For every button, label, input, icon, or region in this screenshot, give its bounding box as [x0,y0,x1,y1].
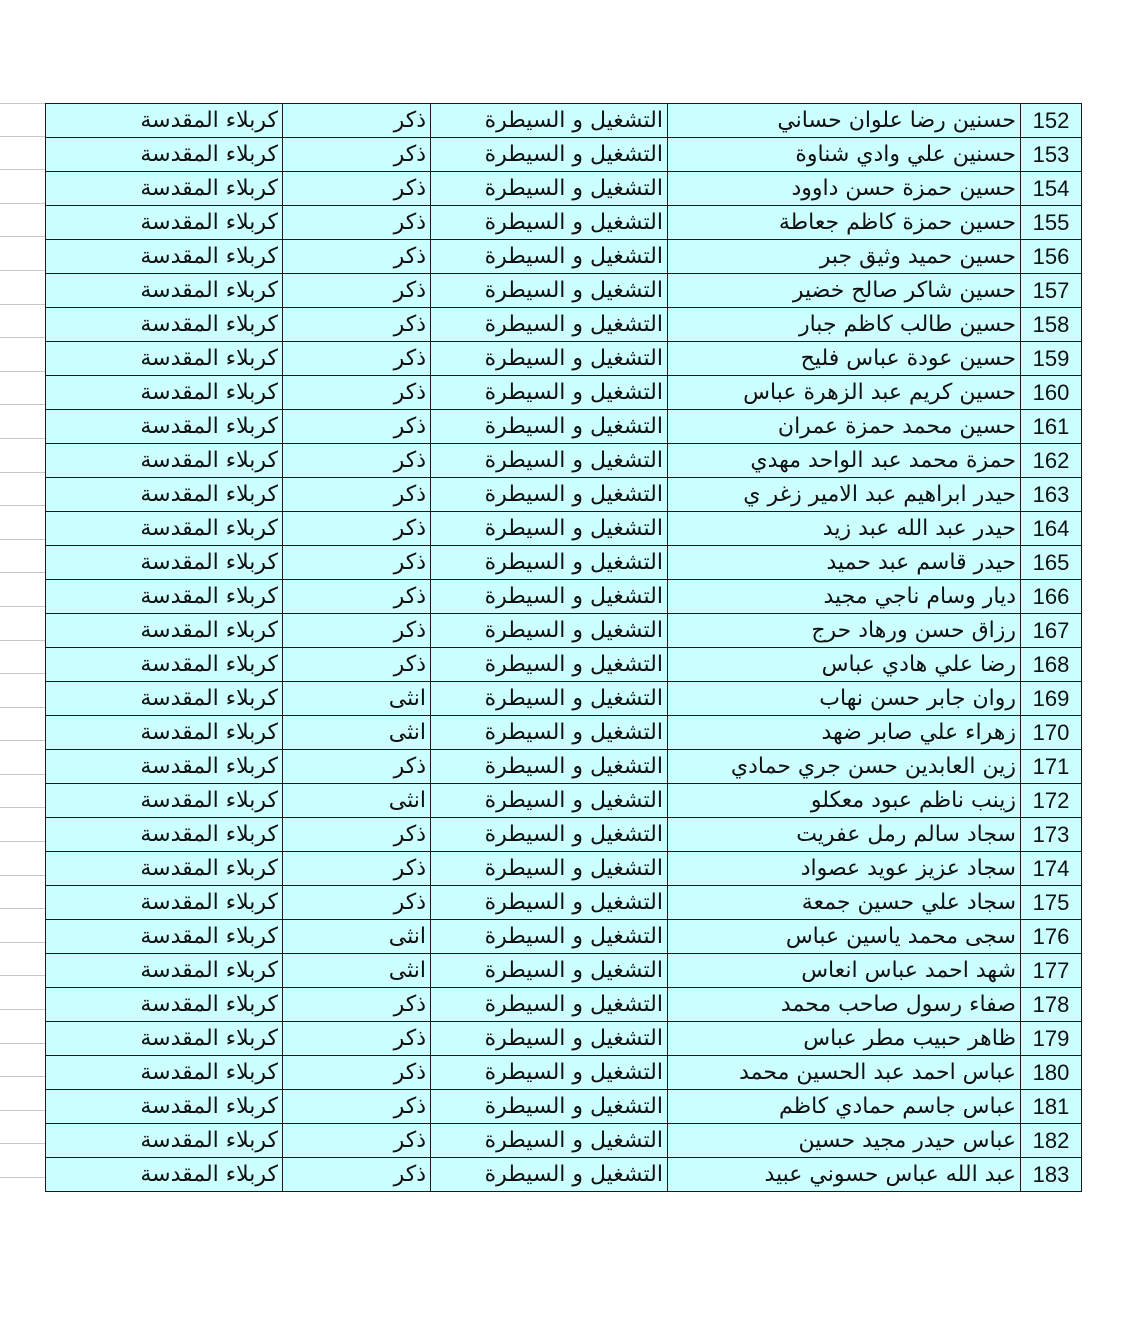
department-cell[interactable]: التشغيل و السيطرة [431,478,668,512]
name-cell[interactable]: سجاد علي حسين جمعة [668,886,1021,920]
gender-cell[interactable]: ذكر [283,750,431,784]
location-cell[interactable]: كربلاء المقدسة [46,444,283,478]
location-cell[interactable]: كربلاء المقدسة [46,172,283,206]
row-number-cell[interactable]: 161 [1021,410,1082,444]
row-number-cell[interactable]: 160 [1021,376,1082,410]
row-number-cell[interactable]: 166 [1021,580,1082,614]
department-cell[interactable]: التشغيل و السيطرة [431,1124,668,1158]
department-cell[interactable]: التشغيل و السيطرة [431,240,668,274]
row-number-cell[interactable]: 172 [1021,784,1082,818]
table-body [46,104,1082,1192]
department-cell[interactable]: التشغيل و السيطرة [431,444,668,478]
gridline [0,976,46,1010]
gender-cell[interactable]: ذكر [283,546,431,580]
gender-cell[interactable]: ذكر [283,342,431,376]
table-row [46,886,1082,920]
gender-cell[interactable]: ذكر [283,614,431,648]
department-cell[interactable]: التشغيل و السيطرة [431,648,668,682]
row-number-cell[interactable]: 162 [1021,444,1082,478]
location-cell[interactable]: كربلاء المقدسة [46,614,283,648]
gridline [0,540,46,574]
table-row [46,1056,1082,1090]
location-cell[interactable]: كربلاء المقدسة [46,512,283,546]
gridline [0,808,46,842]
table-row [46,716,1082,750]
department-cell[interactable]: التشغيل و السيطرة [431,342,668,376]
name-cell[interactable]: سجى محمد ياسين عباس [668,920,1021,954]
table-row [46,410,1082,444]
name-cell[interactable]: حسين طالب كاظم جبار [668,308,1021,342]
name-cell[interactable]: حسنين علي وادي شناوة [668,138,1021,172]
location-cell[interactable]: كربلاء المقدسة [46,206,283,240]
department-cell[interactable]: التشغيل و السيطرة [431,410,668,444]
table-row [46,1022,1082,1056]
name-cell[interactable]: عبد الله عباس حسوني عبيد [668,1158,1021,1192]
gender-cell[interactable]: ذكر [283,240,431,274]
gender-cell[interactable]: ذكر [283,444,431,478]
gridline [0,943,46,977]
table-row [46,104,1082,138]
row-number-cell[interactable]: 178 [1021,988,1082,1022]
table-row [46,546,1082,580]
location-cell[interactable]: كربلاء المقدسة [46,376,283,410]
gridline [0,607,46,641]
department-cell[interactable]: التشغيل و السيطرة [431,512,668,546]
table-row [46,512,1082,546]
department-cell[interactable]: التشغيل و السيطرة [431,852,668,886]
gridline [0,405,46,439]
name-cell[interactable]: حيدر عبد الله عبد زيد [668,512,1021,546]
department-cell[interactable]: التشغيل و السيطرة [431,954,668,988]
row-number-cell[interactable]: 176 [1021,920,1082,954]
gridline [0,372,46,406]
table-row [46,1158,1082,1192]
location-cell[interactable]: كربلاء المقدسة [46,274,283,308]
name-cell[interactable]: حسين شاكر صالح خضير [668,274,1021,308]
department-cell[interactable]: التشغيل و السيطرة [431,886,668,920]
gender-cell[interactable]: انثى [283,784,431,818]
name-cell[interactable]: سجاد سالم رمل عفريت [668,818,1021,852]
name-cell[interactable]: زهراء علي صابر ضهد [668,716,1021,750]
department-cell[interactable]: التشغيل و السيطرة [431,206,668,240]
gender-cell[interactable]: ذكر [283,886,431,920]
gridline [0,641,46,675]
location-cell[interactable]: كربلاء المقدسة [46,954,283,988]
row-number-cell[interactable]: 153 [1021,138,1082,172]
location-cell[interactable]: كربلاء المقدسة [46,682,283,716]
row-number-cell[interactable]: 154 [1021,172,1082,206]
table-row [46,138,1082,172]
gridline [0,170,46,204]
department-cell[interactable]: التشغيل و السيطرة [431,1158,668,1192]
row-number-cell[interactable]: 180 [1021,1056,1082,1090]
gender-cell[interactable]: انثى [283,716,431,750]
department-cell[interactable]: التشغيل و السيطرة [431,138,668,172]
location-cell[interactable]: كربلاء المقدسة [46,1022,283,1056]
table-row [46,852,1082,886]
gender-cell[interactable]: ذكر [283,512,431,546]
location-cell[interactable]: كربلاء المقدسة [46,886,283,920]
name-cell[interactable]: حسنين رضا علوان حساني [668,104,1021,138]
row-number-cell[interactable]: 163 [1021,478,1082,512]
table-row [46,240,1082,274]
department-cell[interactable]: التشغيل و السيطرة [431,308,668,342]
name-cell[interactable]: شهد احمد عباس انعاس [668,954,1021,988]
gender-cell[interactable]: انثى [283,682,431,716]
row-number-cell[interactable]: 175 [1021,886,1082,920]
name-cell[interactable]: زين العابدين حسن جري حمادي [668,750,1021,784]
sheet-gridlines [0,103,46,1178]
name-cell[interactable]: حيدر ابراهيم عبد الامير زغر ي [668,478,1021,512]
location-cell[interactable]: كربلاء المقدسة [46,1090,283,1124]
department-cell[interactable]: التشغيل و السيطرة [431,172,668,206]
row-number-cell[interactable]: 171 [1021,750,1082,784]
gridline [0,439,46,473]
table-row [46,614,1082,648]
table-row [46,1124,1082,1158]
location-cell[interactable]: كربلاء المقدسة [46,750,283,784]
location-cell[interactable]: كربلاء المقدسة [46,1158,283,1192]
row-number-cell[interactable]: 181 [1021,1090,1082,1124]
location-cell[interactable]: كربلاء المقدسة [46,410,283,444]
location-cell[interactable]: كربلاء المقدسة [46,988,283,1022]
location-cell[interactable]: كربلاء المقدسة [46,648,283,682]
gridline [0,708,46,742]
location-cell[interactable]: كربلاء المقدسة [46,342,283,376]
location-cell[interactable]: كربلاء المقدسة [46,478,283,512]
location-cell[interactable]: كربلاء المقدسة [46,138,283,172]
gridline [0,473,46,507]
gender-cell[interactable]: ذكر [283,818,431,852]
gridline [0,338,46,372]
department-cell[interactable]: التشغيل و السيطرة [431,988,668,1022]
department-cell[interactable]: التشغيل و السيطرة [431,920,668,954]
department-cell[interactable]: التشغيل و السيطرة [431,682,668,716]
name-cell[interactable]: ظاهر حبيب مطر عباس [668,1022,1021,1056]
name-cell[interactable]: حيدر قاسم عبد حميد [668,546,1021,580]
table-row [46,954,1082,988]
gender-cell[interactable]: انثى [283,920,431,954]
gender-cell[interactable]: ذكر [283,138,431,172]
table-row [46,648,1082,682]
gender-cell[interactable]: ذكر [283,308,431,342]
name-cell[interactable]: روان جابر حسن نهاب [668,682,1021,716]
table-row [46,342,1082,376]
row-number-cell[interactable]: 183 [1021,1158,1082,1192]
row-number-cell[interactable]: 158 [1021,308,1082,342]
table-row [46,444,1082,478]
table-row [46,376,1082,410]
gridline [0,1144,46,1178]
location-cell[interactable]: كربلاء المقدسة [46,784,283,818]
location-cell[interactable]: كربلاء المقدسة [46,240,283,274]
row-number-cell[interactable]: 167 [1021,614,1082,648]
gender-cell[interactable]: ذكر [283,104,431,138]
row-number-cell[interactable]: 157 [1021,274,1082,308]
row-number-cell[interactable]: 173 [1021,818,1082,852]
department-cell[interactable]: التشغيل و السيطرة [431,818,668,852]
row-number-cell[interactable]: 169 [1021,682,1082,716]
department-cell[interactable]: التشغيل و السيطرة [431,104,668,138]
row-number-cell[interactable]: 152 [1021,104,1082,138]
gender-cell[interactable]: ذكر [283,376,431,410]
location-cell[interactable]: كربلاء المقدسة [46,716,283,750]
gender-cell[interactable]: ذكر [283,580,431,614]
table-row [46,478,1082,512]
gridline [0,1077,46,1111]
table-row [46,682,1082,716]
row-number-cell[interactable]: 182 [1021,1124,1082,1158]
gender-cell[interactable]: ذكر [283,274,431,308]
table-row [46,580,1082,614]
name-cell[interactable]: حسين محمد حمزة عمران [668,410,1021,444]
location-cell[interactable]: كربلاء المقدسة [46,818,283,852]
location-cell[interactable]: كربلاء المقدسة [46,308,283,342]
gridline [0,137,46,171]
row-number-cell[interactable]: 155 [1021,206,1082,240]
table-row [46,818,1082,852]
department-cell[interactable]: التشغيل و السيطرة [431,580,668,614]
gender-cell[interactable]: ذكر [283,172,431,206]
name-cell[interactable]: صفاء رسول صاحب محمد [668,988,1021,1022]
gender-cell[interactable]: ذكر [283,1090,431,1124]
gridline [0,674,46,708]
department-cell[interactable]: التشغيل و السيطرة [431,784,668,818]
location-cell[interactable]: كربلاء المقدسة [46,920,283,954]
name-cell[interactable]: سجاد عزيز عويد عصواد [668,852,1021,886]
gridline [0,271,46,305]
gender-cell[interactable]: انثى [283,954,431,988]
gender-cell[interactable]: ذكر [283,1124,431,1158]
name-cell[interactable]: عباس احمد عبد الحسين محمد [668,1056,1021,1090]
gridline [0,876,46,910]
name-cell[interactable]: عباس جاسم حمادي كاظم [668,1090,1021,1124]
name-cell[interactable]: زينب ناظم عبود معكلو [668,784,1021,818]
row-number-cell[interactable]: 179 [1021,1022,1082,1056]
gridline [0,204,46,238]
row-number-cell[interactable]: 168 [1021,648,1082,682]
table-row [46,172,1082,206]
data-table [45,103,1082,1192]
department-cell[interactable]: التشغيل و السيطرة [431,274,668,308]
name-cell[interactable]: حسين كريم عبد الزهرة عباس [668,376,1021,410]
row-number-cell[interactable]: 165 [1021,546,1082,580]
name-cell[interactable]: حسين حمزة كاظم جعاطة [668,206,1021,240]
name-cell[interactable]: حسين حميد وثيق جبر [668,240,1021,274]
department-cell[interactable]: التشغيل و السيطرة [431,750,668,784]
gridline [0,909,46,943]
department-cell[interactable]: التشغيل و السيطرة [431,1090,668,1124]
table-row [46,750,1082,784]
table-row [46,920,1082,954]
department-cell[interactable]: التشغيل و السيطرة [431,1022,668,1056]
location-cell[interactable]: كربلاء المقدسة [46,104,283,138]
table-row [46,308,1082,342]
table-row [46,274,1082,308]
table-row [46,1090,1082,1124]
name-cell[interactable]: ديار وسام ناجي مجيد [668,580,1021,614]
gender-cell[interactable]: ذكر [283,1056,431,1090]
gridline [0,1044,46,1078]
gridline [0,305,46,339]
department-cell[interactable]: التشغيل و السيطرة [431,1056,668,1090]
gridline [0,237,46,271]
gender-cell[interactable]: ذكر [283,988,431,1022]
row-number-cell[interactable]: 156 [1021,240,1082,274]
name-cell[interactable]: حسين حمزة حسن داوود [668,172,1021,206]
row-number-cell[interactable]: 164 [1021,512,1082,546]
name-cell[interactable]: عباس حيدر مجيد حسين [668,1124,1021,1158]
gender-cell[interactable]: ذكر [283,206,431,240]
row-number-cell[interactable]: 174 [1021,852,1082,886]
gridline [0,775,46,809]
gridline [0,103,46,137]
table-row [46,988,1082,1022]
gridline [0,573,46,607]
gender-cell[interactable]: ذكر [283,1158,431,1192]
gridline [0,1111,46,1145]
row-number-cell[interactable]: 170 [1021,716,1082,750]
gridline [0,741,46,775]
row-number-cell[interactable]: 159 [1021,342,1082,376]
gender-cell[interactable]: ذكر [283,648,431,682]
gender-cell[interactable]: ذكر [283,410,431,444]
gender-cell[interactable]: ذكر [283,478,431,512]
name-cell[interactable]: رضا علي هادي عباس [668,648,1021,682]
gridline [0,506,46,540]
table-row [46,206,1082,240]
gender-cell[interactable]: ذكر [283,1022,431,1056]
location-cell[interactable]: كربلاء المقدسة [46,852,283,886]
department-cell[interactable]: التشغيل و السيطرة [431,376,668,410]
name-cell[interactable]: رزاق حسن ورهاد حرج [668,614,1021,648]
location-cell[interactable]: كربلاء المقدسة [46,1124,283,1158]
row-number-cell[interactable]: 177 [1021,954,1082,988]
location-cell[interactable]: كربلاء المقدسة [46,580,283,614]
department-cell[interactable]: التشغيل و السيطرة [431,716,668,750]
location-cell[interactable]: كربلاء المقدسة [46,546,283,580]
department-cell[interactable]: التشغيل و السيطرة [431,614,668,648]
name-cell[interactable]: حسين عودة عباس فليح [668,342,1021,376]
gender-cell[interactable]: ذكر [283,852,431,886]
name-cell[interactable]: حمزة محمد عبد الواحد مهدي [668,444,1021,478]
gridline [0,1010,46,1044]
table-row [46,784,1082,818]
location-cell[interactable]: كربلاء المقدسة [46,1056,283,1090]
department-cell[interactable]: التشغيل و السيطرة [431,546,668,580]
gridline [0,842,46,876]
